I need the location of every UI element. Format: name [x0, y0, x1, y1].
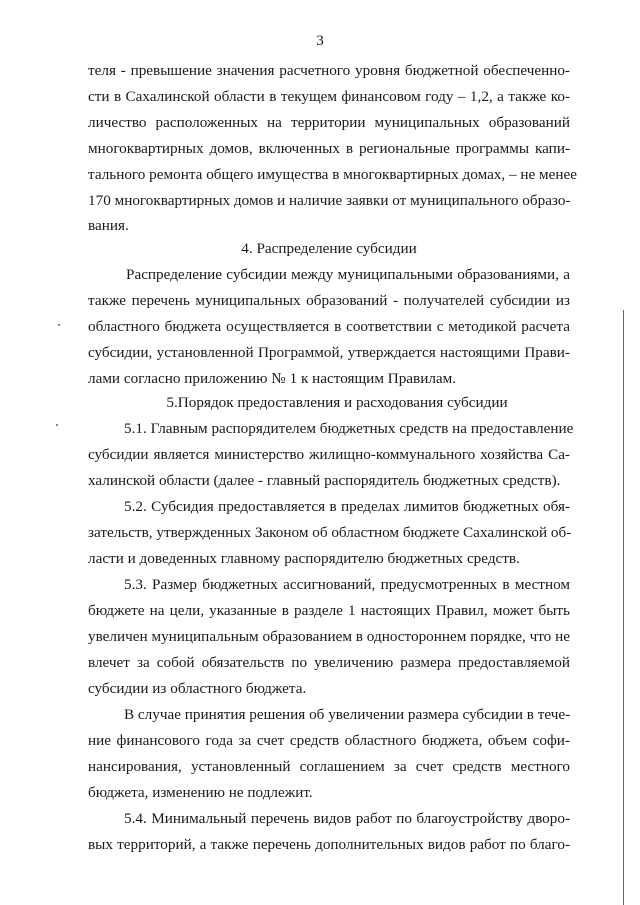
text-line: нансирования, установленный соглашением за счет средств местного — [88, 758, 570, 775]
text-line: влечет за собой обязательств по увеличению размера предоставляемой — [88, 654, 570, 671]
text-line: бюджета, изменению не подлежит. — [88, 784, 313, 801]
text-line: бюджете на цели, указанные в разделе 1 настоящих Правил, может быть — [88, 602, 570, 619]
scan-speck — [58, 324, 60, 326]
text-line: 5.4. Минимальный перечень видов работ по благоустройству дворо- — [124, 810, 570, 827]
text-line: 5.1. Главным распорядителем бюджетных средств на предоставление — [124, 420, 574, 437]
section-heading: 4. Распределение субсидии — [241, 240, 417, 257]
text-line: многоквартирных домов, включенных в региональные программы капи- — [88, 140, 570, 157]
text-line: теля - превышение значения расчетного уровня бюджетной обеспеченно- — [88, 62, 570, 79]
text-line: халинской области (далее - главный распорядитель бюджетных средств). — [88, 472, 561, 489]
text-line: ние финансового года за счет средств областного бюджета, объем софи- — [88, 732, 570, 749]
text-line: Распределение субсидии между муниципальными образованиями, а — [126, 266, 570, 283]
text-line: 5.3. Размер бюджетных ассигнований, предусмотренных в местном — [124, 576, 570, 593]
text-line: увеличен муниципальным образованием в одностороннем порядке, что не — [88, 628, 570, 645]
text-line: субсидии является министерство жилищно-коммунального хозяйства Са- — [88, 446, 570, 463]
text-line: лами согласно приложению № 1 к настоящим Правилам. — [88, 370, 457, 387]
text-line: зательств, утвержденных Законом об областном бюджете Сахалинской об- — [88, 524, 572, 541]
text-line: 170 многоквартирных домов и наличие заявки от муниципального образо- — [88, 192, 571, 209]
text-line: вых территорий, а также перечень дополнительных видов работ по благо- — [88, 836, 570, 853]
section-heading: 5.Порядок предоставления и расходования субсидии — [166, 394, 508, 411]
text-line: субсидии из областного бюджета. — [88, 680, 307, 697]
text-line: тального ремонта общего имущества в многоквартирных домах, – не менее — [88, 166, 578, 183]
scan-edge-line — [623, 310, 624, 905]
text-line: также перечень муниципальных образований - получателей субсидии из — [88, 292, 570, 309]
text-line: областного бюджета осуществляется в соответствии с методикой расчета — [88, 318, 570, 335]
text-line: В случае принятия решения об увеличении размера субсидии в тече- — [124, 706, 571, 723]
text-line: сти в Сахалинской области в текущем финансовом году – 1,2, а также ко- — [88, 88, 570, 105]
scan-speck — [56, 424, 58, 426]
text-line: вания. — [88, 217, 129, 234]
text-line: личество расположенных на территории муниципальных образований — [88, 114, 570, 131]
text-line: субсидии, установленной Программой, утверждается настоящими Прави- — [88, 344, 570, 361]
text-line: 5.2. Субсидия предоставляется в пределах лимитов бюджетных обя- — [124, 498, 570, 515]
page-number: 3 — [316, 32, 324, 49]
text-line: ласти и доведенных главному распорядителю бюджетных средств. — [88, 550, 520, 567]
